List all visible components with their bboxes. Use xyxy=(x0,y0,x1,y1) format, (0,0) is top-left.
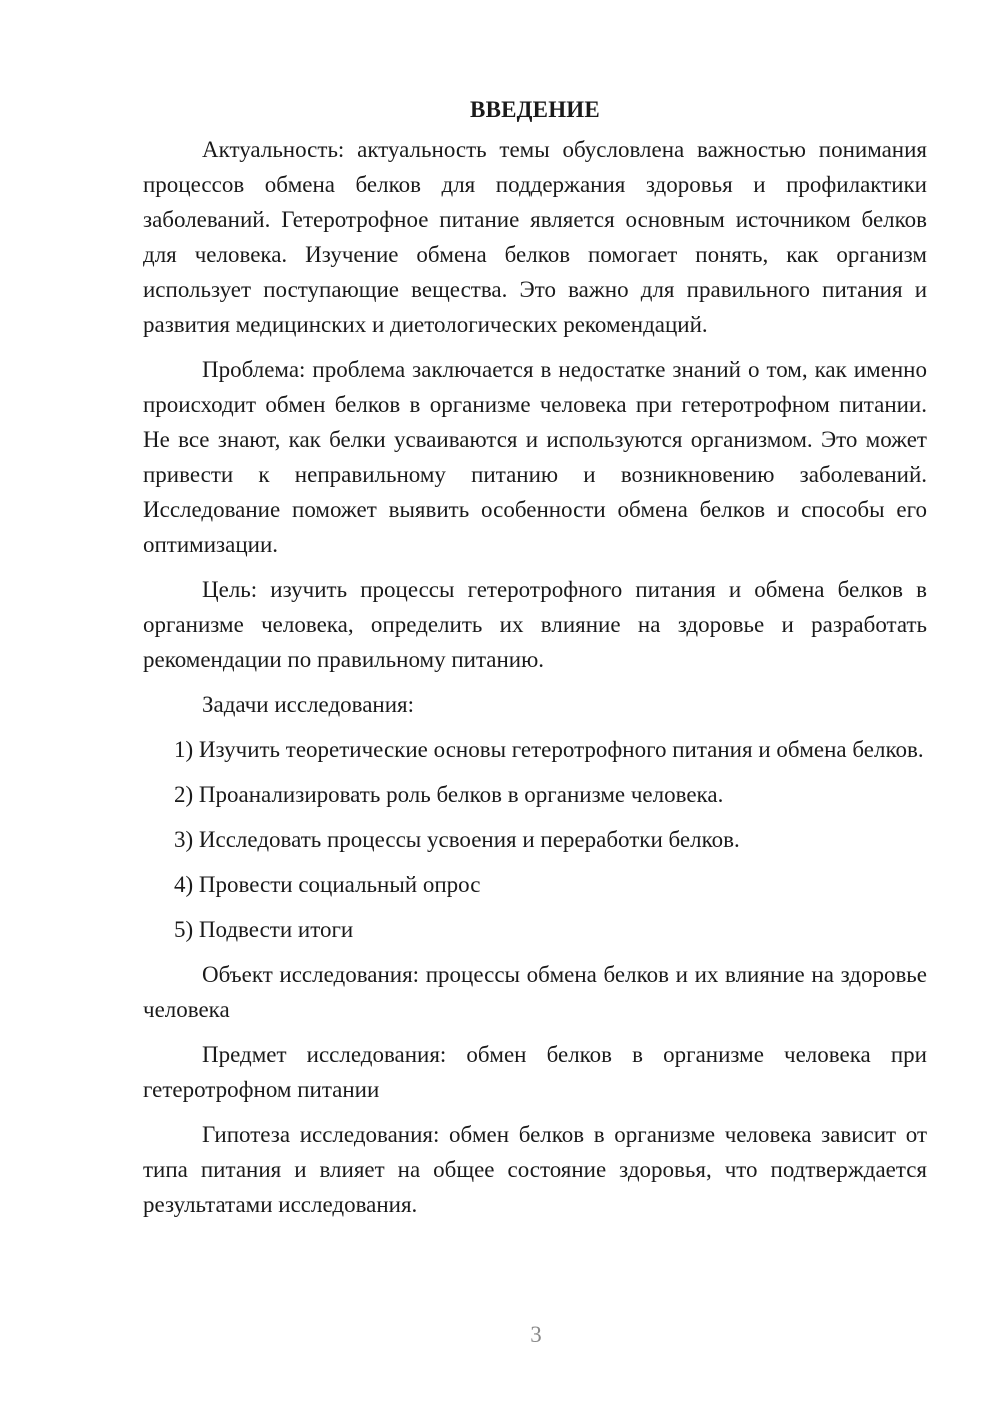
list-item: 4) Провести социальный опрос xyxy=(174,872,481,897)
problem-paragraph: Проблема: проблема заключается в недостатке знаний о том, как именно происходит обмен белков в организме человека при гетеротрофном питании. Не все знают, как белки усваиваются и используются организмом. Это может привести к неправильному питанию и возникновению заболеваний. Исследование поможет выявить особенности обмена белков и способы его оптимизации. xyxy=(143,357,927,557)
page-content xyxy=(143,92,927,1232)
section-heading: ВВЕДЕНИЕ xyxy=(470,97,600,122)
relevance-paragraph: Актуальность: актуальность темы обусловлена важностью понимания процессов обмена белков для поддержания здоровья и профилактики заболеваний. Гетеротрофное питание является основным источником белков для человека. Изучение обмена белков помогает понять, как организм использует поступающие вещества. Это важно для правильного питания и развития медицинских и диетологических рекомендаций. xyxy=(143,137,927,337)
goal-paragraph: Цель: изучить процессы гетеротрофного питания и обмена белков в организме человека, определить их влияние на здоровье и разработать рекомендации по правильному питанию. xyxy=(143,577,927,672)
page-number: 3 xyxy=(530,1322,542,1347)
object-paragraph: Объект исследования: процессы обмена белков и их влияние на здоровье человека xyxy=(143,962,927,1022)
list-item: 1) Изучить теоретические основы гетеротрофного питания и обмена белков. xyxy=(174,737,924,762)
list-item: 5) Подвести итоги xyxy=(174,917,354,942)
hypothesis-paragraph: Гипотеза исследования: обмен белков в организме человека зависит от типа питания и влияет на общее состояние здоровья, что подтверждается результатами исследования. xyxy=(143,1122,927,1217)
list-item: 2) Проанализировать роль белков в организме человека. xyxy=(174,782,724,807)
subject-paragraph: Предмет исследования: обмен белков в организме человека при гетеротрофном питании xyxy=(143,1042,927,1102)
tasks-list xyxy=(143,732,927,947)
list-item: 3) Исследовать процессы усвоения и переработки белков. xyxy=(174,827,740,852)
tasks-title: Задачи исследования: xyxy=(202,692,415,717)
